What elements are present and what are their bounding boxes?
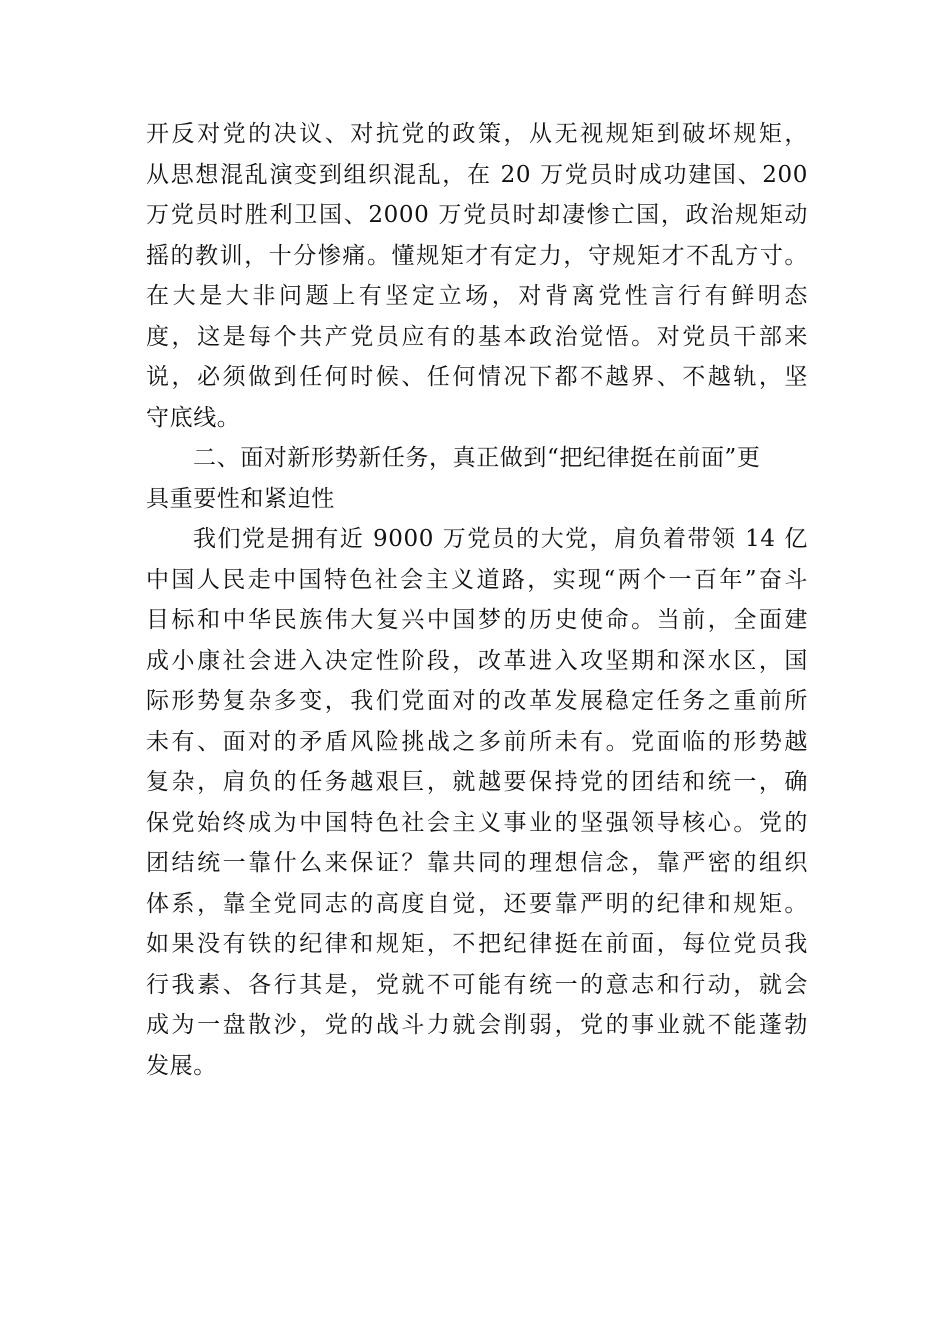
heading-line: 具重要性和紧迫性 xyxy=(146,485,335,512)
text-line: 说，必须做到任何时候、任何情况下都不越界、不越轨，坚 xyxy=(146,364,808,390)
text-line: 中国人民走中国特色社会主义道路，实现“两个一百年”奋斗 xyxy=(146,566,808,593)
text-line: 复杂，肩负的任务越艰巨，就越要保持党的团结和统一，确 xyxy=(146,769,808,795)
text-line: 从思想混乱演变到组织混乱，在 20 万党员时成功建国、200 xyxy=(146,161,808,188)
text-line: 在大是大非问题上有坚定立场，对背离党性言行有鲜明态 xyxy=(146,283,808,309)
document-body xyxy=(146,114,808,1086)
text-line: 行我素、各行其是，党就不可能有统一的意志和行动，就会 xyxy=(146,971,808,998)
text-line: 体系，靠全党同志的高度自觉，还要靠严明的纪律和规矩。 xyxy=(146,890,808,917)
text-line: 团结统一靠什么来保证？靠共同的理想信念，靠严密的组织 xyxy=(146,850,808,876)
text-line: 目标和中华民族伟大复兴中国梦的历史使命。当前，全面建 xyxy=(146,607,808,633)
text-line: 成为一盘散沙，党的战斗力就会削弱，党的事业就不能蓬勃 xyxy=(146,1012,808,1038)
text-line: 际形势复杂多变，我们党面对的改革发展稳定任务之重前所 xyxy=(146,688,808,714)
text-line: 未有、面对的矛盾风险挑战之多前所未有。党面临的形势越 xyxy=(146,728,808,755)
section-heading xyxy=(146,438,808,519)
paragraph xyxy=(146,519,808,1086)
heading-line: 二、面对新形势新任务，真正做到“把纪律挺在前面”更 xyxy=(193,445,761,471)
text-line: 成小康社会进入决定性阶段，改革进入攻坚期和深水区，国 xyxy=(146,647,808,674)
text-line: 保党始终成为中国特色社会主义事业的坚强领导核心。党的 xyxy=(146,809,808,836)
text-line: 我们党是拥有近 9000 万党员的大党，肩负着带领 14 亿 xyxy=(193,526,808,552)
text-line: 如果没有铁的纪律和规矩，不把纪律挺在前面，每位党员我 xyxy=(146,931,808,957)
text-line: 度，这是每个共产党员应有的基本政治觉悟。对党员干部来 xyxy=(146,323,808,350)
text-line: 开反对党的决议、对抗党的政策，从无视规矩到破坏规矩， xyxy=(146,121,808,147)
text-line: 万党员时胜利卫国、2000 万党员时却凄惨亡国，政治规矩动 xyxy=(146,202,808,228)
text-line: 摇的教训，十分惨痛。懂规矩才有定力，守规矩才不乱方寸。 xyxy=(146,242,808,269)
paragraph-continued xyxy=(146,114,808,438)
text-line: 发展。 xyxy=(146,1052,217,1079)
text-line: 守底线。 xyxy=(146,404,241,431)
